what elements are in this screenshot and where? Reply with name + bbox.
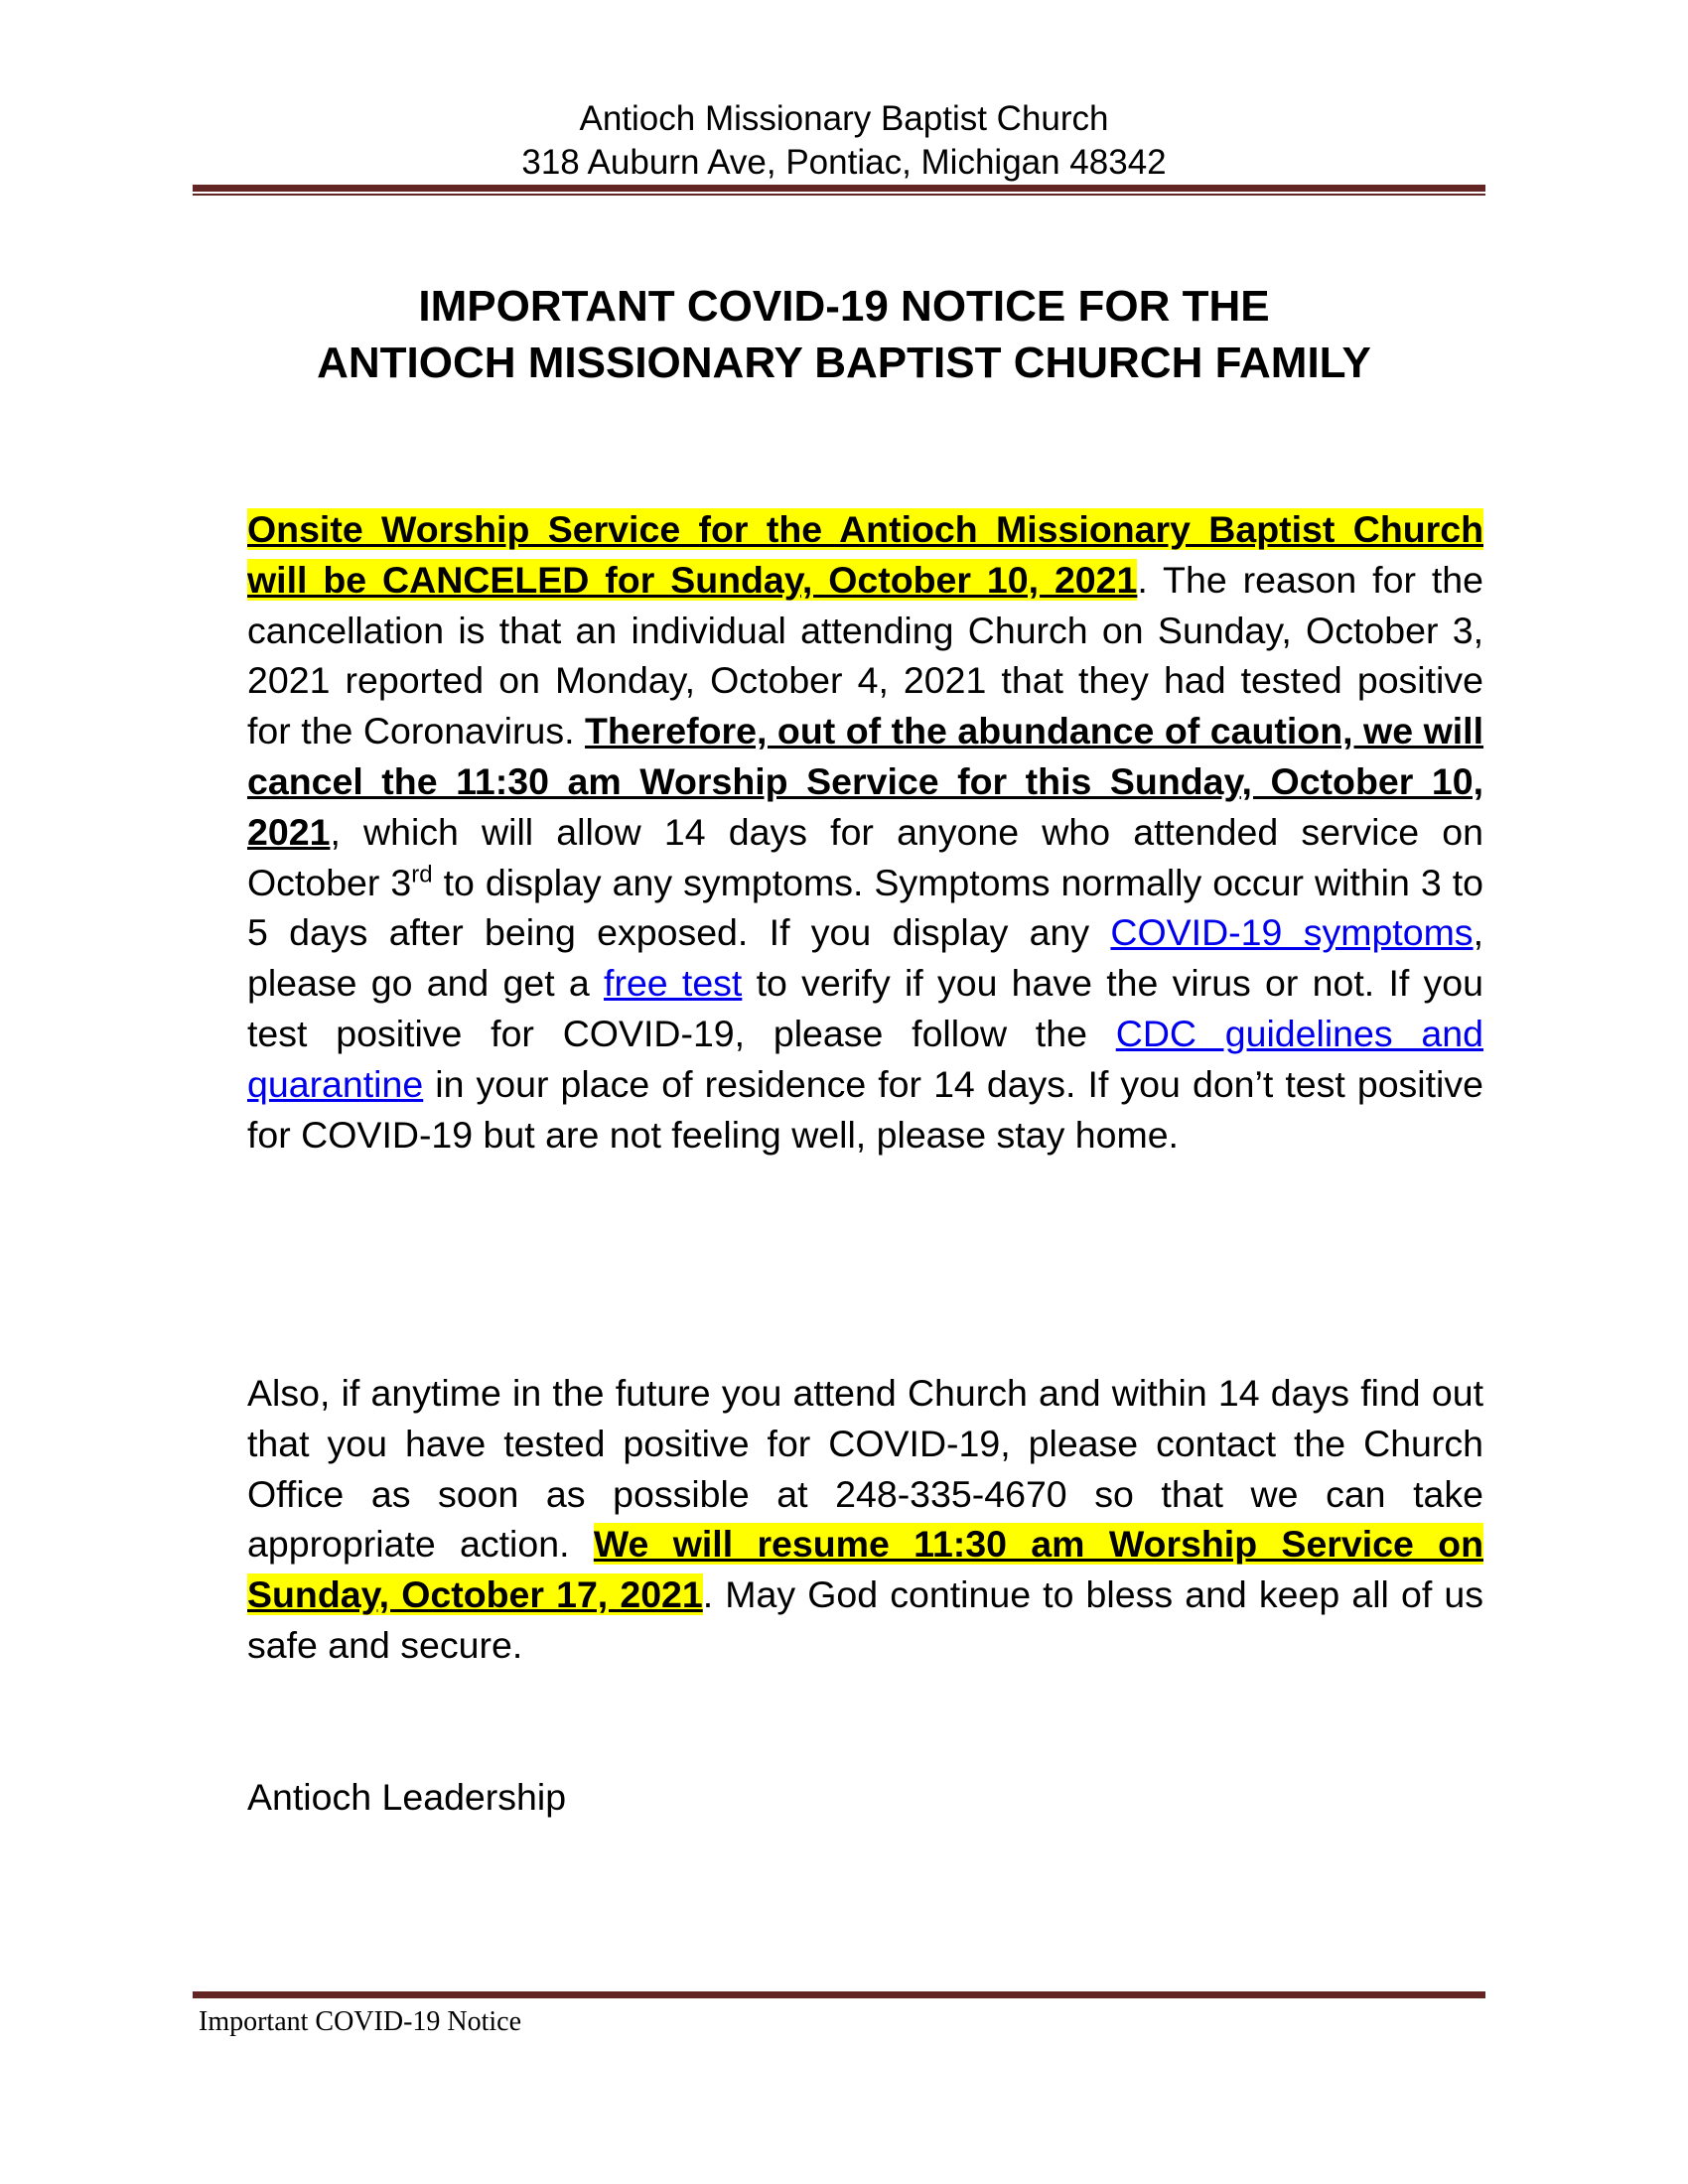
- title-line-2: ANTIOCH MISSIONARY BAPTIST CHURCH FAMILY: [317, 339, 1371, 387]
- closing-text: . May God continue to bless and keep all of us safe and secure.: [247, 1573, 1483, 1666]
- cancellation-notice: Onsite Worship Service for the Antioch Missionary Baptist Church will be CANCELED for Sunday, October 10, 2021: [247, 508, 1483, 601]
- header-divider: [193, 185, 1485, 196]
- symptoms-text: to display any symptoms. Symptoms normally occur within 3 to 5 days after being exposed. If you display any: [247, 861, 1483, 954]
- ordinal-suffix: rd: [411, 861, 433, 888]
- church-name: Antioch Missionary Baptist Church: [579, 99, 1109, 138]
- residence-text: in your place of residence for 14 days. If you don’t test positive for COVID-19 but are not feeling well, please stay home.: [247, 1062, 1483, 1156]
- notice-paragraph-2: [247, 1368, 1483, 1671]
- covid-symptoms-link[interactable]: COVID-19 symptoms: [1110, 911, 1474, 954]
- future-text: Also, if anytime in the future you attend Church and within 14 days find out that you have tested positive for COVID-19, please contact the Church Office as soon as possible at 248-335-4670 so that we can take appropriate action.: [247, 1372, 1483, 1566]
- reason-text: The reason for the cancellation is that an individual attending Church on Sunday, October 3, 2021 reported on Monday, October 4, 2021 that they had tested positive for the Coronavirus.: [247, 558, 1483, 752]
- get-test-text: , please go and get a: [247, 911, 1483, 1005]
- church-address: 318 Auburn Ave, Pontiac, Michigan 48342: [521, 143, 1167, 182]
- verify-text: to verify if you have the virus or not. If you test positive for COVID-19, please follow the: [247, 962, 1483, 1054]
- footer-divider: [193, 1991, 1485, 1998]
- letterhead: [0, 97, 1688, 185]
- free-test-link[interactable]: free test: [604, 962, 743, 1005]
- signature: Antioch Leadership: [247, 1776, 567, 1818]
- allow-text: , which will allow 14 days for anyone who attended service on October 3: [247, 810, 1483, 903]
- cdc-guidelines-link[interactable]: CDC guidelines and quarantine: [247, 1012, 1483, 1105]
- notice-title: [0, 278, 1688, 391]
- notice-paragraph-1: [247, 504, 1483, 1160]
- resume-notice: We will resume 11:30 am Worship Service on Sunday, October 17, 2021: [247, 1523, 1483, 1616]
- period: .: [1137, 558, 1148, 601]
- footer-label: Important COVID-19 Notice: [199, 2006, 522, 2037]
- title-line-1: IMPORTANT COVID-19 NOTICE FOR THE: [418, 282, 1270, 331]
- caution-statement: Therefore, out of the abundance of caution, we will cancel the 11:30 am Worship Service for this Sunday, October 10, 2021: [247, 710, 1483, 853]
